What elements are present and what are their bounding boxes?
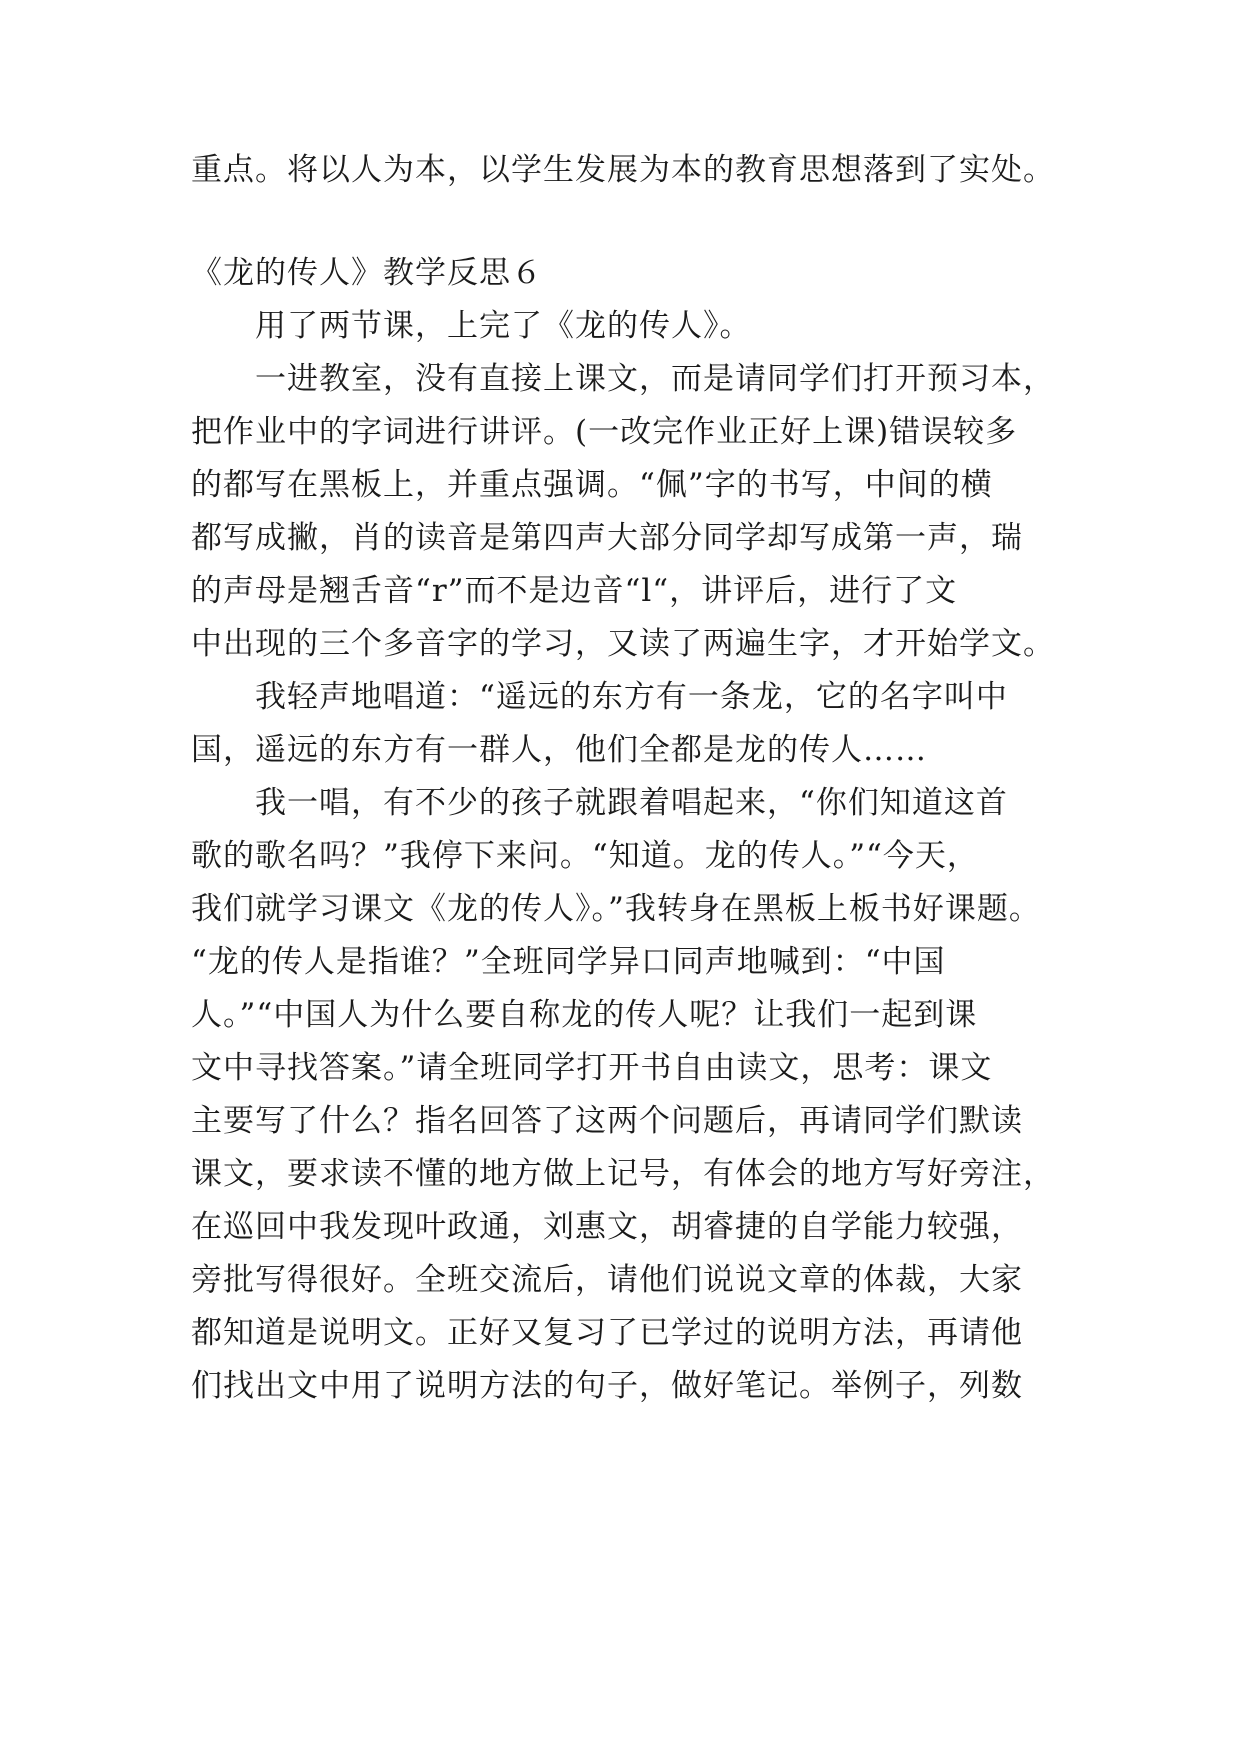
section-title: 《龙的传人》教学反思６	[191, 255, 543, 291]
text-line: 我轻声地唱道：“遥远的东方有一条龙，它的名字叫中	[191, 679, 1008, 715]
text-line: 我一唱，有不少的孩子就跟着唱起来，“你们知道这首	[191, 785, 1008, 821]
text-line: 人。”“中国人为什么要自称龙的传人呢？让我们一起到课	[191, 997, 978, 1033]
text-line: 把作业中的字词进行讲评。(一改完作业正好上课)错误较多	[191, 414, 1018, 450]
text-line: 旁批写得很好。全班交流后，请他们说说文章的体裁，大家	[191, 1262, 1023, 1298]
text-line: 用了两节课，上完了《龙的传人》。	[191, 308, 752, 344]
text-line: 的都写在黑板上，并重点强调。“佩”字的书写，中间的横	[191, 467, 993, 503]
text-line: “龙的传人是指谁？”全班同学异口同声地喊到：“中国	[191, 944, 946, 980]
text-line: 都写成撇，肖的读音是第四声大部分同学却写成第一声，瑞	[191, 520, 1023, 556]
text-line: 文中寻找答案。”请全班同学打开书自由读文，思考：课文	[191, 1050, 993, 1086]
text-line: 国，遥远的东方有一群人，他们全都是龙的传人……	[191, 732, 927, 768]
text-line: 重点。将以人为本，以学生发展为本的教育思想落到了实处。	[191, 152, 1055, 188]
text-line: 们找出文中用了说明方法的句子，做好笔记。举例子，列数	[191, 1368, 1023, 1404]
text-line: 在巡回中我发现叶政通，刘惠文，胡睿捷的自学能力较强，	[191, 1209, 1023, 1245]
text-line: 中出现的三个多音字的学习，又读了两遍生字，才开始学文。	[191, 626, 1055, 662]
text-line: 歌的歌名吗？”我停下来问。“知道。龙的传人。”“今天，	[191, 838, 979, 874]
text-line: 主要写了什么？指名回答了这两个问题后，再请同学们默读	[191, 1103, 1023, 1139]
text-line: 一进教室，没有直接上课文，而是请同学们打开预习本，	[191, 361, 1055, 397]
text-line: 课文，要求读不懂的地方做上记号，有体会的地方写好旁注，	[191, 1156, 1055, 1192]
text-line: 我们就学习课文《龙的传人》。”我转身在黑板上板书好课题。	[191, 891, 1041, 927]
text-line: 的声母是翘舌音“r”而不是边音“l“，讲评后，进行了文	[191, 573, 958, 609]
text-line: 都知道是说明文。正好又复习了已学过的说明方法，再请他	[191, 1315, 1023, 1351]
